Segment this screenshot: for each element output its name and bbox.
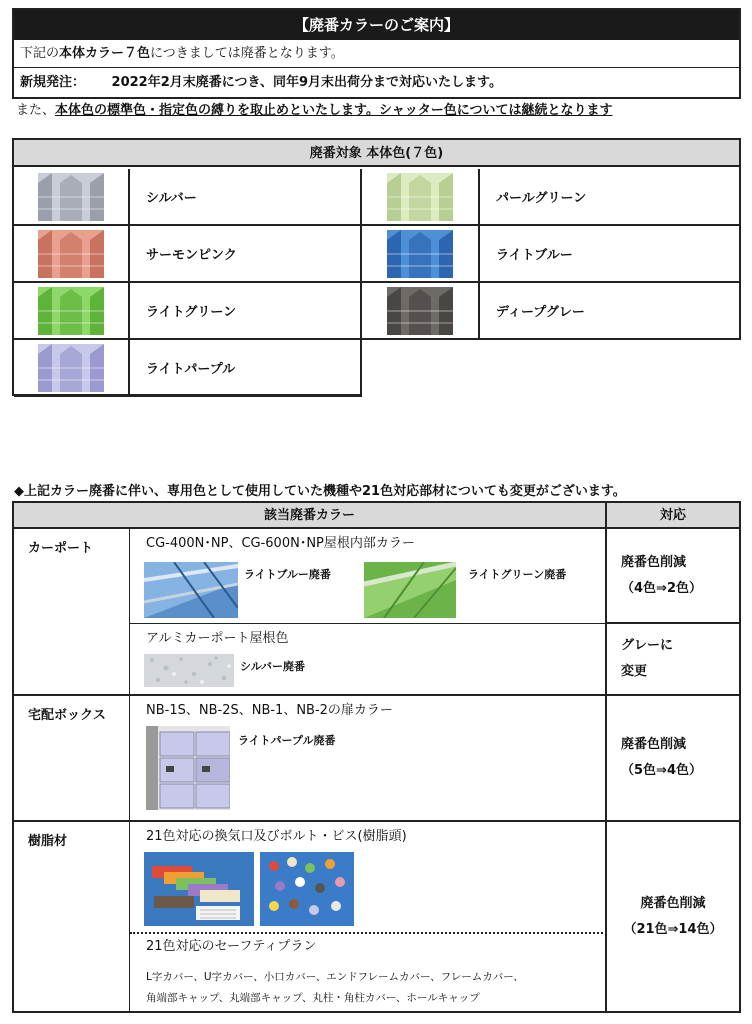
carport-roof-color [130, 624, 607, 696]
change-table-head-main: 該当廃番カラー [14, 503, 607, 529]
delivery-box-resp [607, 696, 739, 822]
silver-roof-photo [144, 654, 234, 687]
vent-covers-photo [144, 852, 254, 926]
change-table [12, 501, 741, 1013]
section2-note: ◆上記カラー廃番に伴い、専用色として使用していた機種や21色対応部材についても変更がございます。 [14, 484, 626, 499]
resin-resp-line1: 廃番色削減 [640, 895, 706, 911]
color-swatch [387, 287, 453, 335]
change-table-head-resp: 対応 [607, 503, 739, 529]
color-name: シルバー [130, 169, 362, 226]
carport-roof-resp-line2: 変更 [621, 664, 648, 679]
notice-line2 [14, 68, 739, 97]
carport-roof-color-desc: アルミカーポート屋根色 [146, 631, 289, 646]
color-table-header: 廃番対象 本体色(７色) [14, 140, 739, 167]
color-swatch [38, 287, 104, 335]
carport-roof-inner [130, 529, 607, 624]
carport-inner-resp-line1: 廃番色削減 [621, 554, 687, 570]
notice-line3 [16, 101, 612, 121]
new-order-label: 新規発注： [20, 75, 86, 90]
color-swatch [387, 230, 453, 278]
resin-safety-desc: 21色対応のセーフティプラン [146, 939, 317, 954]
silver-discontinued-label: シルバー廃番 [240, 660, 305, 673]
notice-box [12, 8, 741, 99]
color-name: ライトパープル [130, 340, 362, 397]
color-swatch-cell [362, 169, 480, 226]
category-resin: 樹脂材 [14, 822, 130, 1011]
notice-line1-post: につきましては廃番となります。 [150, 46, 344, 61]
notice-line3-pre: また、 [16, 103, 56, 118]
carport-inner-resp [607, 529, 739, 624]
color-swatch-cell [362, 226, 480, 283]
resin-safety-list-line2: 角端部キャップ、丸端部キャップ、丸柱・角柱カバー、ホールキャップ [146, 992, 480, 1004]
resin-vent-detail [130, 822, 607, 934]
lightblue-discontinued-label: ライトブルー廃番 [244, 568, 331, 581]
color-swatch-cell [14, 169, 130, 226]
resin-vent-desc: 21色対応の換気口及びボルト・ビス(樹脂頭) [146, 829, 407, 844]
lightpurple-discontinued-label: ライトパープル廃番 [238, 734, 336, 747]
category-delivery-box: 宅配ボックス [14, 696, 130, 822]
lightblue-roof-photo [144, 562, 238, 618]
color-swatch-cell [14, 283, 130, 340]
resin-safety-detail [130, 934, 607, 1011]
carport-roof-inner-desc: CG-400N･NP、CG-600N･NP屋根内部カラー [146, 536, 415, 551]
color-swatch [38, 230, 104, 278]
delivery-box-detail [130, 696, 607, 822]
empty-cell [362, 340, 741, 399]
lightgreen-roof-photo [364, 562, 456, 618]
delivery-box-desc: NB-1S、NB-2S、NB-1、NB-2の扉カラー [146, 703, 393, 718]
color-swatch-cell [362, 283, 480, 340]
category-carport: カーポート [14, 529, 130, 696]
color-swatch [387, 173, 453, 221]
notice-line1-pre: 下記の [20, 46, 60, 61]
delivery-box-resp-line2: （5色⇒4色） [621, 763, 702, 778]
color-swatch-cell [14, 226, 130, 283]
carport-roof-resp [607, 624, 739, 696]
delivery-box-photo [146, 726, 230, 810]
color-name: ライトグリーン [130, 283, 362, 340]
color-name: パールグリーン [480, 169, 739, 226]
discontinued-color-table [12, 138, 741, 396]
bolts-screws-photo [260, 852, 354, 926]
color-name: サーモンピンク [130, 226, 362, 283]
color-swatch [38, 173, 104, 221]
delivery-box-resp-line1: 廃番色削減 [621, 737, 687, 752]
notice-line1-bold: 本体カラー７色 [59, 46, 151, 61]
notice-line3-underlined: 本体色の標準色・指定色の縛りを取止めといたします。シャッター色については継続となります [55, 103, 613, 118]
lightgreen-discontinued-label: ライトグリーン廃番 [468, 568, 567, 581]
color-swatch [38, 344, 104, 392]
resin-resp-line2: （21色⇒14色） [623, 921, 723, 937]
color-name: ライトブルー [480, 226, 739, 283]
new-order-text: 2022年2月末廃番につき、同年9月末出荷分まで対応いたします。 [111, 75, 502, 90]
carport-inner-resp-line2: （4色⇒2色） [621, 580, 702, 596]
carport-roof-resp-line1: グレーに [621, 638, 674, 653]
notice-title: 【廃番カラーのご案内】 [14, 10, 739, 40]
color-swatch-cell [14, 340, 130, 397]
notice-line1 [14, 40, 739, 68]
resin-safety-list-line1: L字カバー、U字カバー、小口カバー、エンドフレームカバー、フレームカバー、 [146, 971, 524, 983]
color-name: ディープグレー [480, 283, 739, 340]
resin-resp [607, 822, 739, 1011]
